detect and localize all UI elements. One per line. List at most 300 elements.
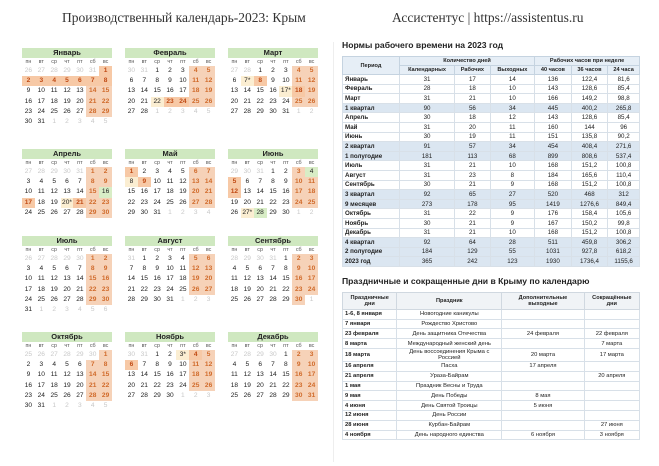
value-cell: 21 [455,218,491,228]
period-cell: Март [343,94,400,104]
holiday-cell: Ураза-Байрам [397,371,502,381]
day-cell: 30 [89,351,97,358]
days-grid [228,350,318,401]
table-row [343,381,640,391]
holiday-header-cell: Сокращённые дни [584,292,639,309]
day-cell: 2 [22,76,35,86]
day-cell: 21 [73,198,86,208]
day-cell: 16 [24,97,33,105]
weekday-label: сб [295,247,302,253]
value-cell: 459,8 [571,238,608,248]
table-row [343,151,640,161]
value-cell: 100,8 [608,228,640,238]
value-cell: 19 [455,132,491,142]
day-cell: 29 [63,255,71,262]
value-cell: 90 [399,103,454,113]
value-cell: 30 [399,132,454,142]
day-cell: 28 [76,295,84,303]
day-cell: 2 [26,361,31,369]
month-calendar [228,332,318,401]
day-cell: 6 [258,361,262,369]
day-cell: 16 [99,187,112,197]
day-cell: 14 [86,370,99,380]
day-cell: 31 [127,255,136,262]
day-cell: 22 [127,198,136,206]
day-cell: 1 [86,254,99,264]
period-cell: Август [343,170,400,180]
value-cell: 408,4 [571,142,608,152]
value-cell: 57 [455,142,491,152]
month-title: Октябрь [22,332,112,342]
weekday-label: пт [77,343,83,349]
day-cell: 22 [86,198,99,208]
day-cell: 21 [127,285,136,293]
day-cell: 7 [271,361,275,369]
table-row [343,228,640,238]
month-calendar [228,149,318,218]
day-cell: 7 [129,265,134,273]
day-cell: 24 [37,391,45,399]
day-cell: 28 [37,168,45,175]
weekday-label: вт [244,247,250,253]
value-cell: 11 [490,122,534,132]
subheader-cell: 36 часов [571,66,608,75]
day-cell: 1 [309,295,314,303]
day-cell: 15 [256,87,264,95]
day-cell: 24 [176,97,189,107]
holiday-cell: День Победы [397,391,502,401]
day-cell: 27 [256,391,264,399]
period-cell: Апрель [343,113,400,123]
day-cell: 9 [168,361,172,369]
period-cell: 3 квартал [343,190,400,200]
weekday-label: пн [128,160,135,166]
weekday-label: вс [308,160,315,166]
day-cell: 31 [140,351,148,358]
day-cell: 14 [127,275,136,283]
weekday-label: пт [283,343,289,349]
month-title: Ноябрь [125,332,215,342]
day-cell: 22 [269,198,277,206]
weekday-label: ср [51,160,57,166]
value-cell: 365 [399,257,454,267]
value-cell: 537,4 [608,151,640,161]
day-cell: 4 [193,107,198,115]
day-cell: 17 [179,371,187,379]
day-cell: 3 [284,67,288,74]
day-cell: 26 [24,255,33,262]
weekday-label: вс [308,343,315,349]
weekday-label: вс [102,343,109,349]
day-cell: 28 [202,198,215,208]
month-title: Апрель [22,149,112,159]
day-cell: 2 [99,167,112,177]
weekday-label: пн [25,343,32,349]
period-cell: 4 квартал [343,238,400,248]
holiday-cell [584,381,639,391]
day-cell: 24 [24,295,33,303]
weekday-label: пт [180,247,186,253]
days-grid [22,167,112,218]
day-cell: 23 [269,97,277,105]
day-cell: 2 [99,254,112,264]
day-cell: 9 [99,177,112,187]
day-cell: 1 [155,351,159,358]
value-cell: 306,2 [608,238,640,248]
value-cell: 242 [455,257,491,267]
value-cell: 30 [399,180,454,190]
day-cell: 1 [125,167,138,177]
day-cell: 4 [189,350,202,360]
day-cell: 6 [245,178,250,186]
weekday-label: пт [283,160,289,166]
value-cell: 10 [490,94,534,104]
day-cell: 25 [37,208,45,216]
value-cell: 27 [490,190,534,200]
day-cell: 23 [140,198,148,206]
day-cell: 8 [125,177,138,187]
period-cell: Май [343,122,400,132]
day-cell: 23 [24,391,33,399]
day-cell: 19 [50,198,58,206]
day-cell: 6 [202,254,215,264]
weekday-label: пн [25,59,32,65]
day-cell: 23 [292,285,305,295]
table-row [343,329,640,339]
day-cell: 14 [243,87,251,95]
day-cell: 17 [292,187,305,197]
day-cell: 23 [99,198,112,208]
days-grid [125,167,215,218]
day-cell: 31 [37,117,45,125]
value-cell: 136 [535,75,572,85]
day-cell: 14 [256,188,264,196]
day-cell: 29 [50,168,58,175]
day-cell: 14 [76,275,84,283]
day-cell: 16 [140,188,148,196]
days-grid [22,254,112,315]
day-cell: 26 [24,67,33,74]
period-cell: 1 полугодие [343,151,400,161]
day-cell: 5 [228,177,241,187]
days-grid [125,350,215,401]
holiday-date: 28 июня [343,420,397,430]
value-cell: 30 [399,218,454,228]
day-cell: 20 [230,97,239,105]
weekday-label: пт [77,59,83,65]
weekday-label: чт [167,59,173,65]
month-calendar [22,236,112,315]
value-cell: 165,6 [571,170,608,180]
month-calendar [22,149,112,218]
weekday-label: вт [38,343,44,349]
day-cell: 19 [305,86,318,96]
day-cell: 17 [24,285,33,293]
day-cell: 27 [37,255,45,262]
value-cell: 10 [490,84,534,94]
day-cell: 29 [63,67,71,74]
weekday-label: сб [192,59,199,65]
value-cell: 65 [455,190,491,200]
day-cell: 15 [153,87,161,95]
page-title: Производственный календарь-2023: Крым [62,10,306,25]
value-cell: 166 [535,94,572,104]
day-cell: 4 [181,255,185,262]
table-row [343,238,640,248]
day-cell: 17 [305,274,318,284]
day-cell: 15 [86,187,99,197]
day-cell: 18 [37,198,45,206]
day-cell: 4 [189,66,202,76]
value-cell: 56 [455,103,491,113]
day-cell: 30 [76,255,84,262]
day-cell: 30 [269,351,277,358]
day-cell: 8 [99,76,112,86]
day-cell: 15 [99,86,112,96]
table-row [343,103,640,113]
day-cell: 14 [140,371,148,379]
day-cell: 1 [296,107,301,115]
day-cell: 19 [63,381,71,389]
day-cell: 18 [179,275,187,283]
weekday-label: ср [257,160,263,166]
value-cell: 55 [490,247,534,257]
norms-title: Нормы рабочего времени на 2023 год [342,40,504,50]
day-cell: 6 [78,361,82,369]
day-cell: 3 [78,117,82,125]
day-cell: 4 [292,66,305,76]
day-cell: 6 [65,178,69,186]
day-cell: 8 [99,360,112,370]
day-cell: 3 [155,168,159,175]
holiday-cell: 27 июня [584,420,639,430]
day-cell: 28 [50,255,58,262]
day-cell: 28 [230,255,239,262]
day-cell: 7 [258,178,262,186]
value-cell: 64 [455,238,491,248]
value-cell: 178 [455,199,491,209]
weekday-label: вт [141,343,147,349]
value-cell: 9 [490,209,534,219]
day-cell: 3 [78,401,82,409]
day-cell: 14 [269,371,277,379]
day-cell: 15 [86,274,99,284]
value-cell: 21 [455,228,491,238]
day-cell: 5 [206,107,211,115]
day-cell: 9 [99,264,112,274]
day-cell: 3 [181,107,185,115]
value-cell: 9 [490,180,534,190]
value-cell: 21 [455,180,491,190]
day-cell: 16 [99,274,112,284]
day-cell: 28 [140,391,148,399]
value-cell: 31 [399,122,454,132]
day-cell: 27* [241,208,254,218]
day-cell: 3 [65,305,69,313]
table-row [343,180,640,190]
holiday-cell: Международный женский день [397,339,502,349]
day-cell: 27 [202,285,215,295]
day-cell: 4 [232,265,237,273]
day-cell: 30 [292,295,305,305]
weekday-label: вт [38,59,44,65]
day-cell: 28 [76,208,84,216]
day-cell: 4 [78,305,82,313]
day-cell: 1 [99,66,112,76]
day-cell: 9 [292,360,305,370]
weekday-label: вт [244,343,250,349]
day-cell: 14 [269,275,277,283]
day-cell: 3 [39,361,44,369]
day-cell: 28 [86,391,99,401]
day-cell: 20 [256,381,264,389]
day-cell: 25 [37,295,45,303]
holiday-cell: 8 мая [502,391,584,401]
day-cell: 16 [153,275,161,283]
period-cell: 9 месяцев [343,199,400,209]
holidays-title: Праздничные и сокращенные дни в Крыму по календарю [342,275,590,286]
day-cell: 5 [202,66,215,76]
month-calendar [22,48,112,127]
day-cell: 3 [26,178,31,186]
table-row [343,122,640,132]
holiday-date: 4 ноября [343,430,397,440]
day-cell: 7 [86,76,99,86]
day-cell: 5 [245,265,250,273]
day-cell: 25 [50,107,58,115]
day-cell: 15 [99,370,112,380]
month-calendar [228,48,318,117]
day-cell: 15 [269,188,277,196]
value-cell: 100,8 [608,180,640,190]
day-cell: 13 [76,371,84,379]
day-cell: 12 [63,87,71,95]
day-cell: 5 [103,117,108,125]
day-cell: 21 [86,381,99,391]
day-cell: 7 [271,265,275,273]
day-cell: 8 [284,361,288,369]
value-cell: 10 [490,228,534,238]
value-cell: 143 [535,84,572,94]
holiday-cell [502,309,584,319]
value-cell: 22 [455,209,491,219]
value-cell: 168 [535,180,572,190]
table-row [343,420,640,430]
day-cell: 30 [292,391,305,401]
day-cell: 22 [140,285,148,293]
day-cell: 12 [243,275,251,283]
holiday-cell: 6 ноября [502,430,584,440]
day-cell: 9 [168,77,172,85]
day-cell: 29 [282,295,290,303]
weekday-label: сб [89,160,96,166]
day-cell: 29 [86,295,99,305]
table-row [343,75,640,85]
day-cell: 24 [37,107,45,115]
weekday-label: чт [167,160,173,166]
day-cell: 15 [282,371,290,379]
day-cell: 16 [24,381,33,389]
day-cell: 18 [50,97,58,105]
value-cell: 1736,4 [571,257,608,267]
day-cell: 13 [243,188,251,196]
value-cell: 91 [399,142,454,152]
day-cell: 20 [76,97,84,105]
day-cell: 4 [48,76,61,86]
value-cell: 167 [535,218,572,228]
day-cell: 31 [24,305,33,313]
day-cell: 18 [292,86,305,96]
day-cell: 4 [90,401,95,409]
day-cell: 25 [230,391,239,399]
holiday-cell [584,309,639,319]
month-calendar [125,48,215,117]
day-cell: 11 [179,265,187,273]
day-cell: 6 [129,77,134,85]
day-cell: 22 [282,285,290,293]
weekday-label: ср [257,247,263,253]
value-cell: 151,2 [571,180,608,190]
day-cell: 18 [305,187,318,197]
days-grid [125,66,215,117]
day-cell: 18 [189,370,202,380]
holiday-date: 23 февраля [343,329,397,339]
holiday-header-cell: Праздничные дни [343,292,397,309]
day-cell: 6 [258,265,262,273]
day-cell: 2 [309,208,314,216]
day-cell: 30 [166,391,174,399]
day-cell: 5 [90,305,95,313]
value-cell: 511 [535,238,572,248]
period-cell: Февраль [343,84,400,94]
holiday-cell [502,319,584,329]
value-cell: 176 [535,209,572,219]
day-cell: 2 [284,168,288,175]
day-cell: 30 [153,295,161,303]
table-row [343,84,640,94]
table-row [343,319,640,329]
day-cell: 28 [63,351,71,358]
day-cell: 17 [37,97,45,105]
day-cell: 8 [86,177,99,187]
period-cell: 2 квартал [343,142,400,152]
day-cell: 25 [50,391,58,399]
day-cell: 26 [63,107,71,115]
value-cell: 160 [535,122,572,132]
day-cell: 13 [127,371,136,379]
weekday-row [125,246,215,254]
day-cell: 11 [189,76,202,86]
value-cell: 168 [535,228,572,238]
day-cell: 20 [76,381,84,389]
day-cell: 2 [193,295,198,303]
table-row [343,161,640,171]
value-cell: 31 [399,94,454,104]
value-cell: 1419 [535,199,572,209]
weekday-label: сб [89,59,96,65]
value-cell: 265,8 [608,103,640,113]
day-cell: 3 [206,295,211,303]
day-cell: 10 [24,188,33,196]
day-cell: 9 [284,178,288,186]
holiday-cell: Рождество Христово [397,319,502,329]
day-cell: 30 [24,401,33,409]
holiday-cell [584,319,639,329]
days-grid [228,254,318,305]
day-cell: 29 [76,351,84,358]
weekday-label: вт [38,160,44,166]
table-row [343,218,640,228]
